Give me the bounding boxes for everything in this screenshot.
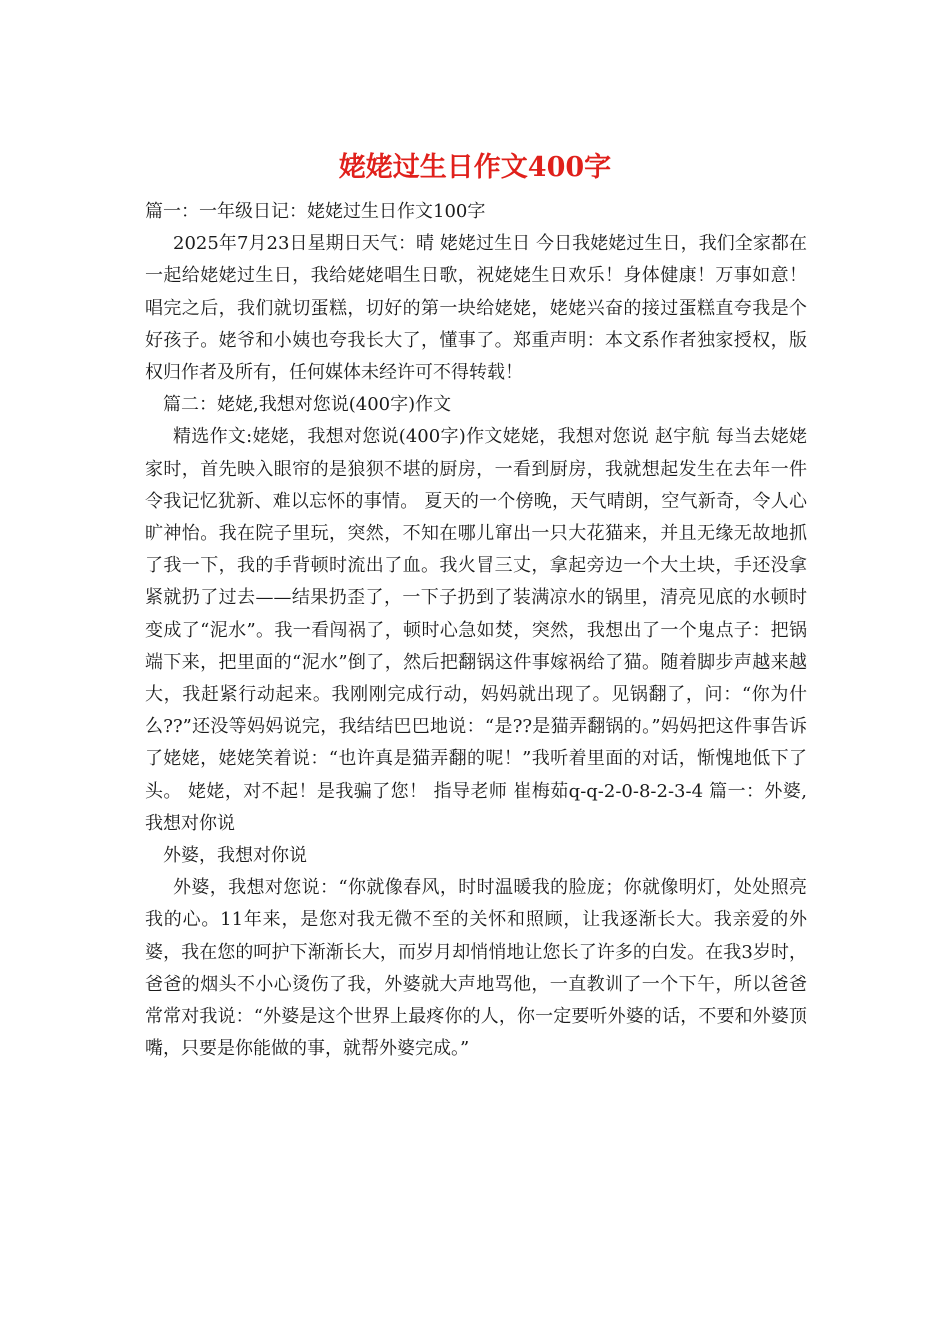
section-heading-3: 外婆，我想对你说	[163, 845, 307, 867]
document-body	[145, 196, 807, 1065]
paragraph-grandma: 外婆，我想对您说：“你就像春风，时时温暖我的脸庞；你就像明灯，处处照亮我的心。11年来，是您对我无微不至的关怀和照顾，让我逐渐长大。我亲爱的外婆，我在您的呵护下渐渐长大，而岁月却悄悄地让您长了许多的白发。在我3岁时，爸爸的烟头不小心烫伤了我，外婆就大声地骂他，一直教训了一个下午，所以爸爸常常对我说：“外婆是这个世界上最疼你的人，你一定要听外婆的话，不要和外婆顶嘴，只要是你能做的事，就帮外婆完成。”	[145, 877, 807, 1060]
paragraph-diary: 2025年7月23日星期日天气：晴 姥姥过生日 今日我姥姥过生日，我们全家都在一起给姥姥过生日，我给姥姥唱生日歌，祝姥姥生日欢乐！身体健康！万事如意！唱完之后，我们就切蛋糕，切好的第一块给姥姥，姥姥兴奋的接过蛋糕直夸我是个好孩子。姥爷和小姨也夸我长大了，懂事了。郑重声明：本文系作者独家授权，版权归作者及所有，任何媒体未经许可不得转载！	[145, 233, 807, 384]
document-title: 姥姥过生日作文400字	[338, 152, 612, 183]
section-heading-2: 篇二：姥姥,我想对您说(400字)作文	[163, 394, 452, 416]
section-heading-1: 篇一：一年级日记：姥姥过生日作文100字	[145, 201, 486, 222]
paragraph-essay: 精选作文:姥姥，我想对您说(400字)作文姥姥，我想对您说 赵宇航 每当去姥姥家时，首先映入眼帘的是狼狈不堪的厨房，一看到厨房，我就想起发生在去年一件令我记忆犹新、难以忘怀的事情。 夏天的一个傍晚，天气晴朗，空气新奇，令人心旷神怡。我在院子里玩，突然，不知在哪儿窜出一只大花猫来，并且无缘无故地抓了我一下，我的手背顿时流出了血。我火冒三丈，拿起旁边一个大土块，手还没拿紧就扔了过去——结果扔歪了，一下子扔到了装满凉水的锅里，清亮见底的水顿时变成了“泥水”。我一看闯祸了，顿时心急如焚，突然，我想出了一个鬼点子：把锅端下来，把里面的“泥水”倒了，然后把翻锅这件事嫁祸给了猫。随着脚步声越来越大，我赶紧行动起来。我刚刚完成行动，妈妈就出现了。见锅翻了，问：“你为什么??”还没等妈妈说完，我结结巴巴地说：“是??是猫弄翻锅的。”妈妈把这件事告诉了姥姥，姥姥笑着说：“也许真是猫弄翻的呢！”我听着里面的对话，惭愧地低下了头。 姥姥，对不起！是我骗了您！ 指导老师 崔梅茹q-q-2-0-8-2-3-4 篇一：外婆,我想对你说	[145, 426, 807, 834]
